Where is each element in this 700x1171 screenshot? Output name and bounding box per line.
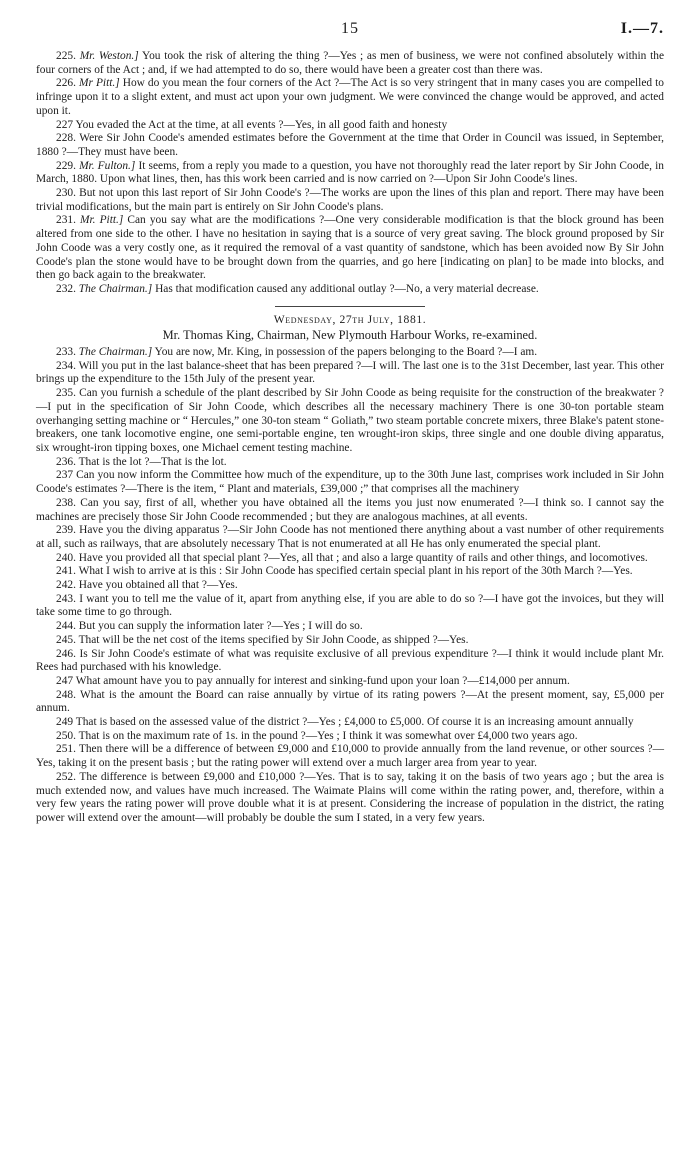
question-number: 243. bbox=[56, 592, 76, 605]
question-text: How do you mean the four corners of the Act ?—The Act is so very stringent that in many cases you are compelled to infringe upon it to a slight extent, and must act upon your own judgment. We were convinced the change would be approved, and acted upon it. bbox=[36, 77, 664, 117]
question-number: 247 bbox=[56, 674, 74, 687]
question-paragraph bbox=[36, 743, 664, 770]
question-paragraph bbox=[36, 593, 664, 620]
minutes-section-examination bbox=[36, 346, 664, 826]
question-number: 227 bbox=[56, 118, 74, 131]
speaker-name: The Chairman.] bbox=[78, 282, 153, 295]
witness-heading: Mr. Thomas King, Chairman, New Plymouth Harbour Works, re-examined. bbox=[162, 328, 538, 343]
question-number: 250. bbox=[56, 729, 76, 742]
question-paragraph bbox=[36, 716, 664, 730]
question-number: 249 bbox=[56, 716, 74, 729]
page-header bbox=[36, 20, 664, 50]
question-text: That will be the net cost of the items specified by Sir John Coode, as shipped ?—Yes. bbox=[78, 633, 469, 646]
question-number: 241. bbox=[56, 565, 76, 578]
question-paragraph bbox=[36, 283, 664, 297]
question-paragraph bbox=[36, 119, 664, 133]
question-text: Will you put in the last balance-sheet that has been prepared ?—I will. The last one is to the 31st December, last year. This other brings up the expenditure to the 15th July of the present year. bbox=[36, 359, 664, 386]
question-text: What is the amount the Board can raise annually by virtue of its rating powers ?—At the present moment, say, £5,000 per annum. bbox=[36, 688, 664, 715]
question-text: What I wish to arrive at is this : Sir John Coode has specified certain special plant in his report of the 30th March ?—Yes. bbox=[78, 565, 633, 578]
question-number: 236. bbox=[56, 455, 76, 468]
question-text: Have you the diving apparatus ?—Sir John Coode has not mentioned there anything about a vast number of other requirements at all, such as railways, that are absolutely necessary That is not enumerated at all He has only enumerated the special plant. bbox=[36, 524, 664, 550]
question-paragraph bbox=[36, 524, 664, 551]
question-number: 239. bbox=[56, 524, 76, 537]
question-text: Is Sir John Coode's estimate of what was requisite exclusive of all previous expenditure ?—I think it would include plant Mr. Rees had purchased with his knowledge. bbox=[36, 647, 664, 674]
question-text: Has that modification caused any additional outlay ?—No, a very material decrease. bbox=[155, 282, 539, 295]
question-number: 225. bbox=[56, 50, 76, 62]
question-number: 235. bbox=[56, 387, 76, 400]
question-number: 232. bbox=[56, 282, 76, 295]
question-text: Can you furnish a schedule of the plant described by Sir John Coode as being requisite for the construction of the breakwater ?—I put in the specification of Sir John Coode, which describes all the necessary machinery There is one 30-ton portable steam overhanging setting machine or “ Hercules,” one 30-ton steam “ Goliath,” two steam portable concrete mixers, three Blake's patent stone-breakers, one tank locomotive engine, one semi-portable engine, ten wrought-iron skips, three single and one double diving apparatus, six wrought-iron tipping boxes, one Michael cement testing machine. bbox=[36, 387, 664, 454]
question-paragraph bbox=[36, 634, 664, 648]
question-text: I want you to tell me the value of it, apart from anything else, if you are able to do so ?—I have got the invoices, but they will take some time to go through. bbox=[36, 592, 664, 619]
page-number: 15 bbox=[341, 20, 359, 37]
question-text: That is based on the assessed value of the district ?—Yes ; £4,000 to £5,000. Of course it is an increasing amount annually bbox=[75, 716, 634, 729]
question-paragraph bbox=[36, 771, 664, 826]
question-text: Can you say what are the modifications ?—One very considerable modification is that the block ground has been altered from one side to the other. I have no hesitation in saying that is a source of very great saving. The block ground proposed by Sir John Coode was a very costly one, as it required the removal of a vast quantity of sandstone, which has been avoided now By Sir John Coode's plan the stone would have to be brought down from the quarries, and go here [indicating on plan] to be made into blocks, and then go back again to the breakwater. bbox=[36, 214, 664, 282]
question-text: That is the lot ?—That is the lot. bbox=[78, 455, 227, 468]
question-paragraph bbox=[36, 214, 664, 283]
question-paragraph bbox=[36, 689, 664, 716]
question-text: That is on the maximum rate of 1s. in the pound ?—Yes ; I think it was somewhat over £4,000 two years ago. bbox=[78, 729, 578, 742]
question-number: 251. bbox=[56, 743, 76, 756]
question-paragraph bbox=[36, 579, 664, 593]
question-paragraph bbox=[36, 456, 664, 470]
question-text: Were Sir John Coode's amended estimates before the Government at the time that Order in Council was issued, in September, 1880 ?—They must have been. bbox=[36, 132, 664, 158]
question-text: You are now, Mr. King, in possession of the papers belonging to the Board ?—I am. bbox=[154, 346, 538, 359]
question-text: You evaded the Act at the time, at all events ?—Yes, in all good faith and honesty bbox=[75, 118, 448, 131]
question-paragraph bbox=[36, 187, 664, 214]
speaker-name: Mr. Pitt.] bbox=[80, 214, 124, 227]
question-number: 229. bbox=[56, 159, 76, 172]
question-paragraph bbox=[36, 565, 664, 579]
question-number: 231. bbox=[56, 214, 76, 227]
question-paragraph bbox=[36, 346, 664, 360]
question-text: Can you say, first of all, whether you have obtained all the items you just now enumerated ?—I think so. I cannot say the machines are precisely those Sir John Coode recommended ; but they are analogous machines, at all events. bbox=[36, 496, 664, 523]
question-text: What amount have you to pay annually for interest and sinking-fund upon your loan ?—£14,000 per annum. bbox=[75, 674, 570, 687]
question-text: Have you obtained all that ?—Yes. bbox=[78, 579, 238, 592]
question-text: Can you now inform the Committee how much of the expenditure, up to the 30th June last, comprises work included in Sir John Coode's estimates ?—There is the item, “ Plant and materials, £39,000 ;” that comprises all the machinery bbox=[36, 469, 664, 496]
question-text: But not upon this last report of Sir John Coode's ?—The works are upon the lines of this plan and report. There may have been trivial modifications, but the main part is entirely on Sir John Coode's plans. bbox=[36, 187, 664, 213]
question-paragraph bbox=[36, 360, 664, 387]
question-text: Then there will be a difference of between £9,000 and £10,000 to provide annually from the land revenue, or other sources ?—Yes, taking it on the present basis ; but the rating power will extend over a much larger area from year to year. bbox=[36, 743, 664, 770]
speaker-name: Mr Pitt.] bbox=[78, 77, 120, 90]
section-divider bbox=[275, 306, 425, 307]
question-number: 248. bbox=[56, 688, 76, 701]
question-paragraph bbox=[36, 620, 664, 634]
question-paragraph bbox=[36, 497, 664, 524]
question-text: But you can supply the information later ?—Yes ; I will do so. bbox=[78, 620, 363, 633]
question-number: 245. bbox=[56, 633, 76, 646]
question-number: 252. bbox=[56, 770, 76, 783]
question-paragraph bbox=[36, 160, 664, 187]
question-text: Have you provided all that special plant ?—Yes, all that ; and also a large quantity of rails and other things, and locomotives. bbox=[78, 551, 648, 564]
minutes-section-earlier bbox=[36, 50, 664, 297]
document-reference: I.—7. bbox=[620, 20, 664, 37]
question-number: 237 bbox=[56, 469, 74, 482]
question-paragraph bbox=[36, 552, 664, 566]
question-paragraph bbox=[36, 469, 664, 496]
question-text: The difference is between £9,000 and £10,000 ?—Yes. That is to say, taking it on the basis of two years ago ; but the area is much extended now, and values have much increased. The Waimate Plains will come within the rating power, and, therefore, within a very few years the rating power will prove double what it is at present. Considering the increase of population in the district, the rating power will extend over the amount—will probably be double the sum I stated, in a very few years. bbox=[36, 770, 664, 824]
question-paragraph bbox=[36, 387, 664, 456]
question-number: 226. bbox=[56, 77, 76, 90]
question-number: 228. bbox=[56, 132, 76, 145]
question-paragraph bbox=[36, 77, 664, 118]
question-number: 234. bbox=[56, 359, 76, 372]
question-paragraph bbox=[36, 50, 664, 77]
question-number: 233. bbox=[56, 346, 76, 359]
speaker-name: The Chairman.] bbox=[78, 346, 153, 359]
question-text: It seems, from a reply you made to a question, you have not thoroughly read the later report by Sir John Coode, in March, 1880. Upon what lines, then, has this work been carried and is now carried on ?—Upon Sir John Coode's lines. bbox=[36, 159, 664, 186]
question-number: 230. bbox=[56, 187, 76, 200]
speaker-name: Mr. Weston.] bbox=[79, 50, 139, 62]
question-paragraph bbox=[36, 730, 664, 744]
question-number: 246. bbox=[56, 647, 76, 660]
question-paragraph bbox=[36, 648, 664, 675]
speaker-name: Mr. Fulton.] bbox=[79, 159, 136, 172]
question-number: 242. bbox=[56, 579, 76, 592]
question-paragraph bbox=[36, 132, 664, 159]
question-number: 244. bbox=[56, 620, 76, 633]
question-paragraph bbox=[36, 675, 664, 689]
question-number: 238. bbox=[56, 496, 76, 509]
session-date: Wednesday, 27th July, 1881. bbox=[273, 312, 427, 326]
question-number: 240. bbox=[56, 551, 76, 564]
question-text: You took the risk of altering the thing ?—Yes ; as men of business, we were not confined absolutely within the four corners of the Act ; and, if we had attempted to do so, there would have been a greater cost than there was. bbox=[36, 50, 664, 76]
